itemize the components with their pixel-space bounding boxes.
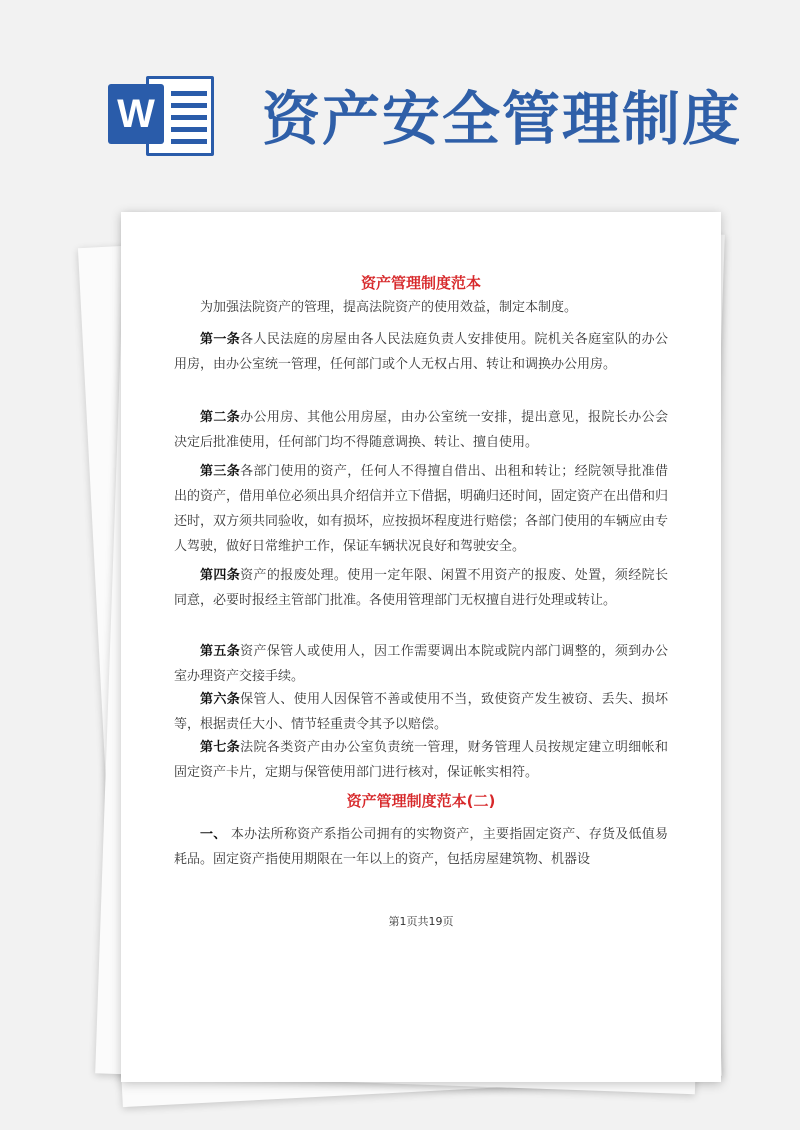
article-text: 资产的报废处理。使用一定年限、闲置不用资产的报废、处置，须经院长同意，必要时报经主管部门批准。各使用管理部门无权擅自进行处理或转让。 <box>174 568 668 608</box>
article-7 <box>174 735 668 785</box>
article-4 <box>174 563 668 613</box>
article-label: 第一条 <box>200 332 241 347</box>
document-title-2: 资产管理制度范本(二) <box>346 792 496 810</box>
section-label: 一、 <box>200 827 227 842</box>
header-title: 资产安全管理制度 <box>262 85 743 153</box>
article-text: 办公用房、其他公用房屋，由办公室统一安排，提出意见，报院长办公会决定后批准使用，任何部门均不得随意调换、转让、擅自使用。 <box>174 410 668 450</box>
article-text: 各部门使用的资产，任何人不得擅自借出、出租和转让；经院领导批准借出的资产，借用单位必须出具介绍信并立下借据，明确归还时间，固定资产在出借和归还时，双方须共同验收，如有损坏，应按损坏程度进行赔偿；各部门使用的车辆应由专人驾驶，做好日常维护工作，保证车辆状况良好和驾驶安全。 <box>174 464 669 554</box>
page-footer: 第1页共19页 <box>388 915 454 928</box>
intro-paragraph: 为加强法院资产的管理，提高法院资产的使用效益，制定本制度。 <box>200 300 578 315</box>
word-logo-icon <box>108 66 220 162</box>
article-label: 第五条 <box>200 644 241 659</box>
article-6 <box>174 687 668 737</box>
article-1 <box>174 327 668 377</box>
article-text: 资产保管人或使用人，因工作需要调出本院或院内部门调整的，须到办公室办理资产交接手续。 <box>174 644 668 684</box>
word-badge: W <box>108 84 164 144</box>
section-text: 本办法所称资产系指公司拥有的实物资产，主要指固定资产、存货及低值易耗品。固定资产指使用期限在一年以上的资产，包括房屋建筑物、机器设 <box>174 827 668 867</box>
article-label: 第二条 <box>200 410 241 425</box>
article-3 <box>174 459 668 559</box>
document-title: 资产管理制度范本 <box>360 274 481 292</box>
article-2 <box>174 405 668 455</box>
article-label: 第七条 <box>200 740 241 755</box>
document-page <box>121 212 721 1082</box>
article-5 <box>174 639 668 689</box>
article-text: 各人民法庭的房屋由各人民法庭负责人安排使用。院机关各庭室队的办公用房，由办公室统一管理，任何部门或个人无权占用、转让和调换办公用房。 <box>174 332 668 372</box>
article-label: 第六条 <box>200 692 241 707</box>
article-text: 保管人、使用人因保管不善或使用不当，致使资产发生被窃、丢失、损坏等，根据责任大小、情节轻重责令其予以赔偿。 <box>174 692 668 732</box>
section-2-paragraph <box>174 822 668 872</box>
article-text: 法院各类资产由办公室负责统一管理，财务管理人员按规定建立明细帐和固定资产卡片，定期与保管使用部门进行核对，保证帐实相符。 <box>174 740 668 780</box>
article-label: 第三条 <box>200 464 241 479</box>
article-label: 第四条 <box>200 568 241 583</box>
